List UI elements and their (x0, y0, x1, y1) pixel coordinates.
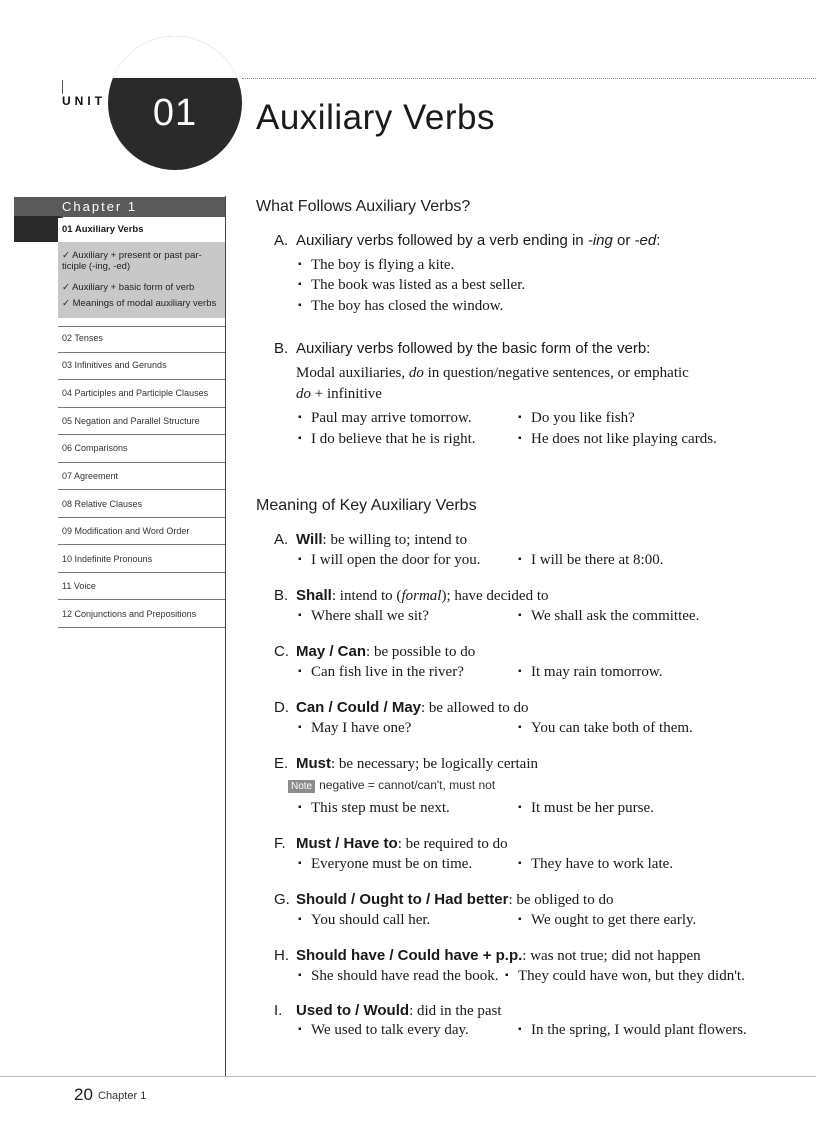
item-letter: I. (274, 1002, 283, 1019)
text-span: in question/negative sentences, or emphatic (423, 365, 689, 381)
page-number: 20 (74, 1085, 93, 1104)
item-letter: F. (274, 835, 286, 852)
item-def: : was not true; did not happen (522, 948, 701, 964)
sidebar-item-participles[interactable]: 04 Participles and Participle Clauses (62, 388, 209, 398)
item-key: Can / Could / May (296, 699, 422, 716)
item-letter: H. (274, 947, 289, 964)
item-def: : be required to do (397, 836, 508, 852)
item-text-colon: : (656, 232, 661, 249)
item-text: Auxiliary verbs followed by the basic form of the verb: (296, 340, 651, 357)
toc-divider (58, 599, 225, 600)
toc-divider (58, 326, 225, 327)
example-bullet: ▪ We shall ask the committee. (518, 608, 699, 625)
item-def-italic: formal (401, 588, 442, 604)
item-letter: D. (274, 699, 289, 716)
sidebar-item-current[interactable]: 01 Auxiliary Verbs (58, 218, 225, 242)
example-bullet: ▪ I do believe that he is right. (298, 431, 476, 448)
toc-divider (58, 434, 225, 435)
page-title: Auxiliary Verbs (256, 98, 495, 137)
toc-divider (58, 489, 225, 490)
example-bullet: ▪ You should call her. (298, 912, 430, 929)
unit-number: 01 (152, 92, 198, 134)
section-heading: Meaning of Key Auxiliary Verbs (256, 497, 477, 514)
example-bullet: ▪ Can fish live in the river? (298, 664, 464, 681)
example-bullet: ▪ This step must be next. (298, 800, 450, 817)
meaning-item (274, 587, 549, 605)
toc-divider (58, 627, 225, 628)
sidebar-item-modification[interactable]: 09 Modification and Word Order (62, 526, 190, 536)
footer-rule (0, 1076, 816, 1077)
example-bullet: ▪ You can take both of them. (518, 720, 693, 737)
item-letter: B. (274, 587, 289, 604)
note-line (288, 778, 495, 793)
item-text-ing: -ing (587, 232, 613, 249)
example-bullet: ▪ They have to work late. (518, 856, 673, 873)
example-bullet: ▪ It must be her purse. (518, 800, 654, 817)
sidebar-item-tenses[interactable]: 02 Tenses (62, 333, 103, 343)
sidebar-divider (225, 196, 226, 1076)
item-key: Used to / Would (296, 1002, 410, 1019)
toc-divider (58, 407, 225, 408)
sidebar-subitem: ✓ Auxiliary + present or past par-ticiple (-ing, -ed) (62, 250, 202, 272)
item-key: Must / Have to (296, 835, 398, 852)
item-text-ed: -ed (634, 232, 657, 249)
item-text-or: or (612, 232, 635, 249)
meaning-item (274, 643, 475, 661)
note-badge: Note (288, 780, 315, 793)
item-key: Must (296, 755, 331, 772)
item-def: : be possible to do (366, 644, 476, 660)
item-def: : be allowed to do (421, 700, 529, 716)
example-bullet: ▪ Do you like fish? (518, 410, 635, 427)
header-rule (242, 78, 816, 79)
sidebar-subitem: ✓ Auxiliary + basic form of verb (62, 282, 195, 293)
footer-label: Chapter 1 (98, 1090, 147, 1102)
example-bullet: ▪ I will be there at 8:00. (518, 552, 663, 569)
item-b-explanation-2 (296, 386, 382, 403)
meaning-item (274, 755, 538, 773)
example-bullet: ▪ I will open the door for you. (298, 552, 481, 569)
item-letter: B. (274, 340, 289, 357)
item-a (274, 232, 660, 249)
toc-divider (58, 462, 225, 463)
toc-divider (58, 517, 225, 518)
item-def: : be obliged to do (508, 892, 614, 908)
item-letter: G. (274, 891, 290, 908)
sidebar-item-conjunctions[interactable]: 12 Conjunctions and Prepositions (62, 609, 197, 619)
note-text: negative = cannot/can't, must not (319, 778, 496, 792)
meaning-item (274, 699, 529, 717)
example-bullet: ▪ He does not like playing cards. (518, 431, 717, 448)
item-key: Shall (296, 587, 332, 604)
item-def: : be willing to; intend to (322, 532, 468, 548)
item-key: Should have / Could have + p.p. (296, 947, 523, 964)
item-b (274, 340, 650, 357)
unit-label: UNIT (62, 94, 106, 108)
sidebar-subitem: ✓ Meanings of modal auxiliary verbs (62, 298, 217, 309)
example-bullet: ▪ In the spring, I would plant flowers. (518, 1022, 747, 1039)
toc-divider (58, 352, 225, 353)
item-key: Will (296, 531, 323, 548)
item-letter: C. (274, 643, 289, 660)
toc-divider (58, 379, 225, 380)
example-bullet: ▪ Where shall we sit? (298, 608, 429, 625)
sidebar-item-comparisons[interactable]: 06 Comparisons (62, 443, 128, 453)
text-span: Modal auxiliaries, (296, 365, 409, 381)
meaning-item (274, 531, 467, 549)
text-italic: do (408, 365, 424, 381)
example-bullet: ▪ We ought to get there early. (518, 912, 696, 929)
item-letter: A. (274, 232, 289, 249)
sidebar-item-agreement[interactable]: 07 Agreement (62, 471, 119, 481)
example-bullet: ▪ Everyone must be on time. (298, 856, 472, 873)
example-bullet: ▪ Paul may arrive tomorrow. (298, 410, 472, 427)
item-def-end: ); have decided to (441, 588, 549, 604)
meaning-item (274, 891, 613, 909)
item-def: : be necessary; be logically certain (331, 756, 538, 772)
item-def: : intend to ( (331, 588, 402, 604)
item-b-explanation (296, 365, 689, 382)
toc-divider (58, 544, 225, 545)
example-bullet: ▪ She should have read the book. (298, 968, 498, 985)
sidebar-item-negation[interactable]: 05 Negation and Parallel Structure (62, 416, 200, 426)
example-bullet: ▪ The boy is flying a kite. (298, 257, 454, 274)
header-tick (62, 80, 63, 94)
sidebar-item-infinitives[interactable]: 03 Infinitives and Gerunds (62, 360, 167, 370)
item-key: May / Can (296, 643, 367, 660)
section-heading: What Follows Auxiliary Verbs? (256, 198, 471, 215)
meaning-item (274, 835, 508, 853)
text-italic: do (296, 386, 311, 402)
item-def: : did in the past (409, 1003, 502, 1019)
example-bullet: ▪ We used to talk every day. (298, 1022, 469, 1039)
example-bullet: ▪ They could have won, but they didn't. (505, 968, 745, 985)
item-letter: E. (274, 755, 289, 772)
example-bullet: ▪ May I have one? (298, 720, 411, 737)
chapter-header: Chapter 1 (14, 197, 225, 217)
meaning-item (274, 1002, 502, 1020)
example-bullet: ▪ The book was listed as a best seller. (298, 277, 525, 294)
sidebar-item-relative-clauses[interactable]: 08 Relative Clauses (62, 499, 143, 509)
example-bullet: ▪ The boy has closed the window. (298, 298, 503, 315)
text-span: + infinitive (311, 386, 382, 402)
meaning-item (274, 947, 701, 965)
item-text: Auxiliary verbs followed by a verb ending in (296, 232, 588, 249)
toc-divider (58, 572, 225, 573)
sidebar-item-indefinite-pronouns[interactable]: 10 Indefinite Pronouns (62, 554, 153, 564)
example-bullet: ▪ It may rain tomorrow. (518, 664, 663, 681)
sidebar-item-voice[interactable]: 11 Voice (62, 581, 96, 591)
item-key: Should / Ought to / Had better (296, 891, 509, 908)
item-letter: A. (274, 531, 289, 548)
